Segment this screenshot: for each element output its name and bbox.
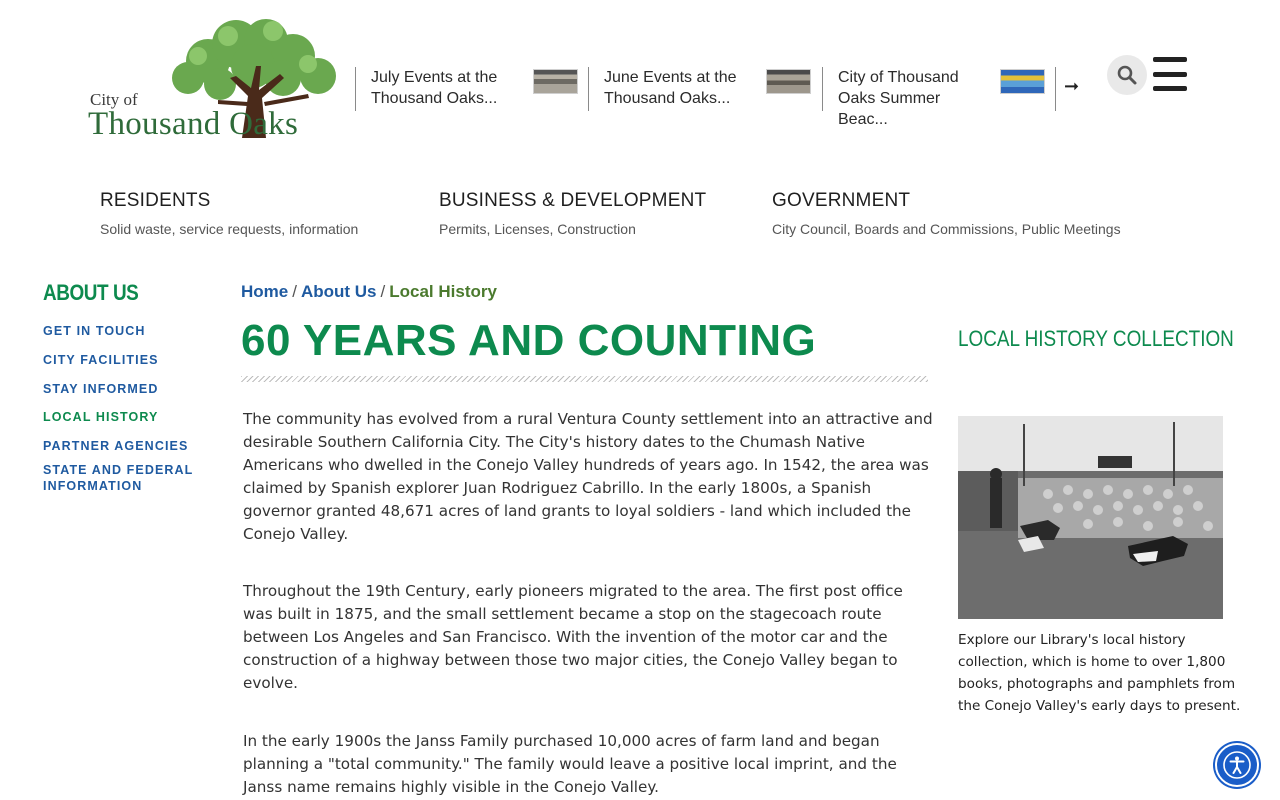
news-item[interactable] (822, 67, 1045, 128)
news-thumbnail (533, 69, 578, 94)
sheep-herding-photo (958, 416, 1223, 619)
nav-title[interactable]: RESIDENTS (100, 190, 211, 211)
history-photo[interactable] (958, 416, 1223, 619)
breadcrumb-home[interactable]: Home (241, 282, 289, 301)
sidebar-item-stay-informed[interactable]: STAY INFORMED (43, 382, 159, 396)
sidebar-item-city-facilities[interactable]: CITY FACILITIES (43, 353, 159, 367)
nav-government[interactable] (772, 190, 1121, 237)
nav-subtitle: Permits, Licenses, Construction (439, 221, 636, 237)
local-history-caption: Explore our Library's local history collection, which is home to over 1,800 books, photographs and pamphlets from the Conejo Valley's early days to present. (958, 632, 1241, 714)
logo-city-of: City of (90, 90, 138, 109)
accessibility-icon (1222, 750, 1252, 780)
nav-business-development[interactable] (439, 190, 706, 237)
news-title[interactable]: July Events at the Thousand Oaks... (371, 69, 498, 107)
accessibility-button[interactable] (1215, 743, 1259, 787)
breadcrumb-separator: / (380, 282, 386, 301)
sidebar-item-partner-agencies[interactable]: PARTNER AGENCIES (43, 439, 189, 453)
nav-subtitle: City Council, Boards and Commissions, Public Meetings (772, 221, 1121, 237)
news-thumbnail (1000, 69, 1045, 94)
logo-name: Thousand Oaks (88, 106, 299, 142)
news-title[interactable]: City of Thousand Oaks Summer Beac... (838, 69, 959, 128)
news-title[interactable]: June Events at the Thousand Oaks... (604, 69, 737, 107)
nav-title[interactable]: BUSINESS & DEVELOPMENT (439, 190, 707, 211)
news-item[interactable] (588, 67, 811, 111)
sidebar-item-get-in-touch[interactable]: GET IN TOUCH (43, 324, 146, 338)
content-paragraph: Throughout the 19th Century, early pioneers migrated to the area. The first post office was built in 1875, and the small settlement became a stop on the stagecoach route between Los Angeles and San Francisco. With the invention of the motor car and the construction of a highway between those two major cities, the Conejo Valley began to evolve. (243, 582, 903, 692)
content-paragraph: The community has evolved from a rural Ventura County settlement into an attractive and desirable Southern California City. The City's history dates to the Chumash Native Americans who dwelled in the Conejo Valley hundreds of years ago. In 1542, the area was claimed by Spanish explorer Juan Rodriguez Cabrillo. In the early 1800s, a Spanish governor granted 48,671 acres of land grants to loyal soldiers - land which included the Conejo Valley. (243, 410, 933, 543)
news-divider (1055, 67, 1056, 111)
local-history-collection-title[interactable]: LOCAL HISTORY COLLECTION (958, 326, 1234, 351)
content-paragraph: In the early 1900s the Janss Family purchased 10,000 acres of farm land and began planning a "total community." The family would leave a positive local imprint, and the Janss name remains highly visible in the Conejo Valley. (243, 732, 897, 796)
nav-title[interactable]: GOVERNMENT (772, 190, 911, 211)
breadcrumb-about-us[interactable]: About Us (300, 282, 377, 301)
breadcrumb-separator: / (292, 282, 297, 301)
nav-subtitle: Solid waste, service requests, information (100, 221, 359, 237)
page-title: 60 YEARS AND COUNTING (241, 316, 817, 365)
news-thumbnail (766, 69, 811, 94)
search-button[interactable] (1107, 55, 1147, 95)
hamburger-menu-icon[interactable] (1153, 57, 1187, 91)
news-item[interactable] (355, 67, 578, 111)
sidebar-title[interactable]: ABOUT US (43, 280, 139, 305)
city-logo[interactable] (88, 16, 350, 144)
breadcrumb-current: Local History (389, 282, 497, 301)
breadcrumb (241, 282, 497, 302)
title-divider (241, 376, 928, 382)
right-arrow-icon[interactable]: ➞ (1064, 76, 1080, 96)
sidebar-item-state-federal-information[interactable]: STATE AND FEDERAL INFORMATION (43, 463, 194, 493)
search-icon (1117, 65, 1137, 85)
sidebar-item-local-history[interactable]: LOCAL HISTORY (43, 410, 159, 424)
nav-residents[interactable] (100, 190, 358, 237)
